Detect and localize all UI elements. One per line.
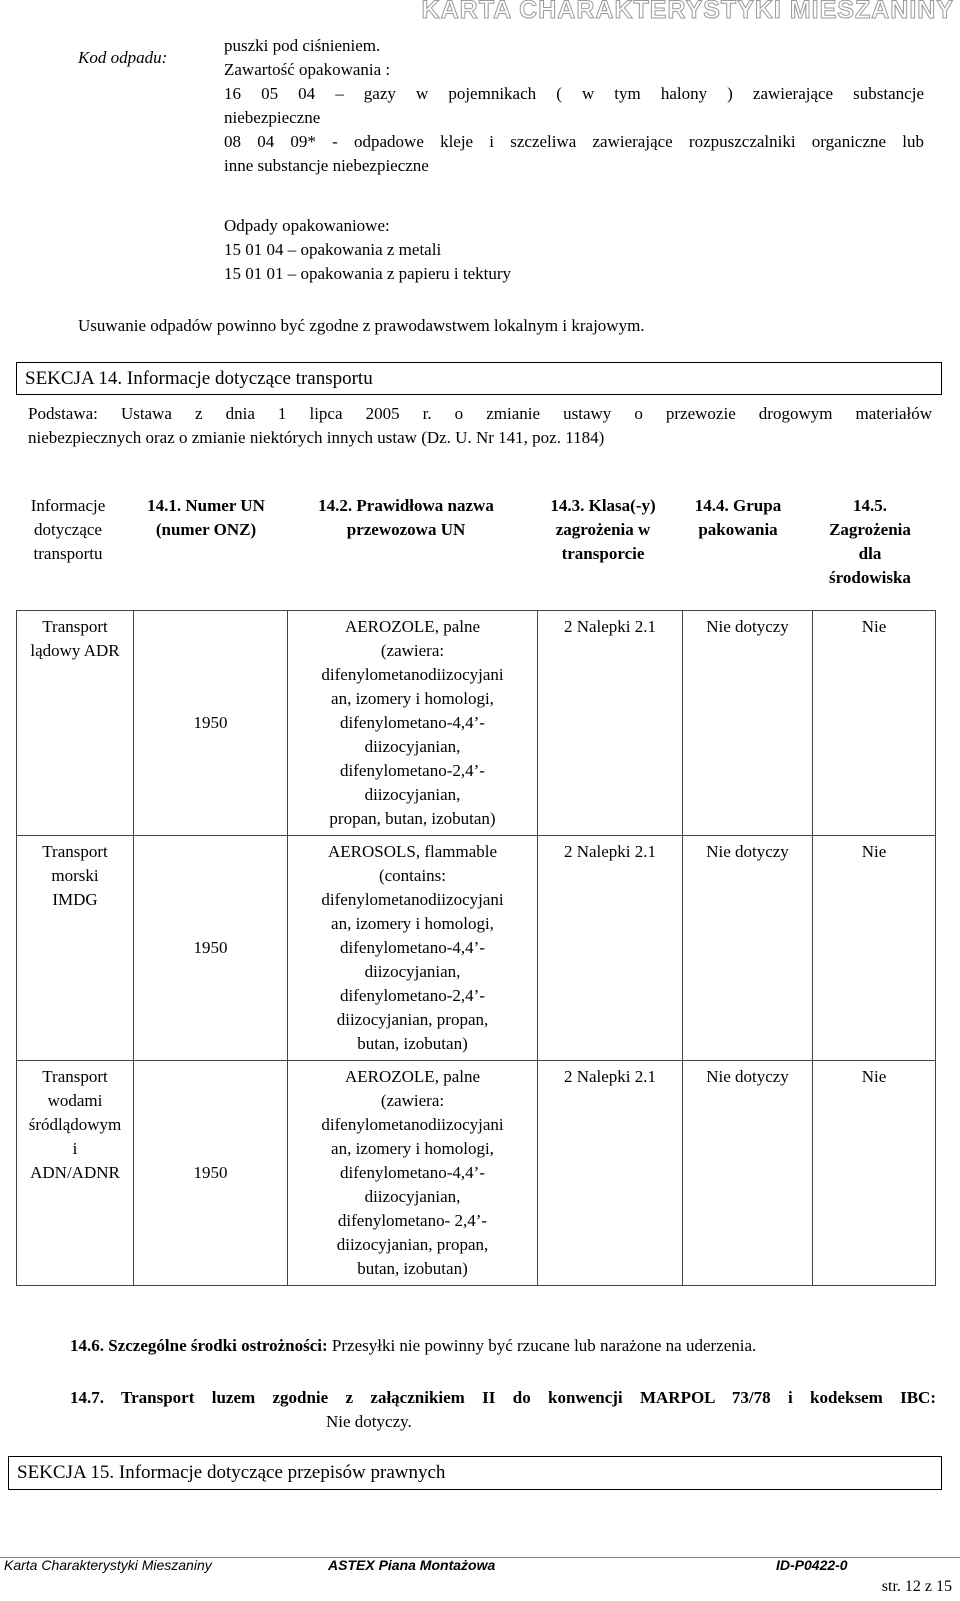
header-transport-info bbox=[16, 494, 120, 566]
shipping-name-line: butan, izobutan) bbox=[357, 1034, 468, 1053]
transport-mode-line: śródlądowym bbox=[28, 1115, 122, 1134]
footer-document-title: Karta Charakterystyki Mieszaniny bbox=[4, 1557, 212, 1573]
footer-product-name: ASTEX Piana Montażowa bbox=[328, 1557, 496, 1573]
shipping-name-line: difenylometanodiizocyjani bbox=[321, 1115, 504, 1134]
shipping-name-line: diizocyjanian, bbox=[364, 1187, 461, 1206]
hazard-class-cell: 2 Nalepki 2.1 bbox=[538, 611, 683, 836]
transport-mode-line: Transport bbox=[42, 1067, 108, 1086]
header-packing-group bbox=[678, 494, 798, 542]
transport-row bbox=[17, 611, 936, 836]
transport-mode-line: Transport bbox=[42, 617, 108, 636]
transport-mode-line: Transport bbox=[42, 842, 108, 861]
shipping-name-line: diizocyjanian, bbox=[364, 962, 461, 981]
shipping-name-line: difenylometano- 2,4’- bbox=[337, 1211, 488, 1230]
shipping-name-line: diizocyjanian, bbox=[364, 737, 461, 756]
legal-basis-line: niebezpiecznych oraz o zmianie niektórych innych ustaw (Dz. U. Nr 141, poz. 1184) bbox=[28, 428, 605, 447]
shipping-name-line: diizocyjanian, propan, bbox=[336, 1010, 489, 1029]
header-line: dla bbox=[858, 544, 882, 563]
shipping-name-line: difenylometano-4,4’- bbox=[340, 1163, 485, 1182]
shipping-name-cell bbox=[288, 1061, 538, 1286]
header-line: 14.2. Prawidłowa nazwa bbox=[318, 496, 494, 515]
environment-hazard-cell: Nie bbox=[813, 1061, 936, 1286]
packing-group-cell: Nie dotyczy bbox=[683, 611, 813, 836]
shipping-name-line: an, izomery i homologi, bbox=[331, 689, 494, 708]
transport-mode-cell bbox=[17, 611, 134, 836]
un-number-cell: 1950 bbox=[134, 611, 288, 836]
transport-mode-line: ADN/ADNR bbox=[30, 1163, 120, 1182]
section-14-title: SEKCJA 14. Informacje dotyczące transportu bbox=[25, 368, 373, 389]
header-hazard-class bbox=[528, 494, 678, 566]
shipping-name-line: diizocyjanian, propan, bbox=[336, 1235, 489, 1254]
transport-mode-line: morski bbox=[51, 866, 99, 885]
waste-line: inne substancje niebezpieczne bbox=[224, 156, 429, 175]
waste-line: 08 04 09* - odpadowe kleje i szczeliwa zawierające rozpuszczalniki organiczne lub bbox=[224, 132, 924, 151]
header-line: transporcie bbox=[561, 544, 645, 563]
header-line: (numer ONZ) bbox=[155, 520, 257, 539]
transport-table bbox=[16, 610, 936, 1286]
shipping-name-line: (zawiera: bbox=[380, 1091, 445, 1110]
transport-row bbox=[17, 836, 936, 1061]
header-line: zagrożenia w bbox=[555, 520, 651, 539]
shipping-name-line: difenylometano-4,4’- bbox=[340, 938, 485, 957]
transport-mode-line: lądowy ADR bbox=[30, 641, 120, 660]
environment-hazard-cell: Nie bbox=[813, 611, 936, 836]
legal-basis-line: Podstawa: Ustawa z dnia 1 lipca 2005 r. o zmianie ustawy o przewozie drogowym materiałów bbox=[28, 404, 932, 423]
shipping-name-line: (contains: bbox=[378, 866, 447, 885]
special-precautions bbox=[70, 1334, 756, 1358]
transport-mode-cell bbox=[17, 1061, 134, 1286]
waste-line: niebezpieczne bbox=[224, 108, 321, 127]
shipping-name-line: AEROZOLE, palne bbox=[344, 1067, 481, 1086]
packaging-item: 15 01 04 – opakowania z metali bbox=[224, 240, 442, 259]
section-14-heading bbox=[16, 362, 942, 395]
header-line: 14.5. bbox=[853, 496, 887, 515]
transport-row bbox=[17, 1061, 936, 1286]
header-un-number bbox=[136, 494, 276, 542]
header-line: 14.3. Klasa(-y) bbox=[550, 496, 656, 515]
section-15-title: SEKCJA 15. Informacje dotyczące przepisów prawnych bbox=[17, 1462, 446, 1483]
header-environment bbox=[810, 494, 930, 590]
disposal-note: Usuwanie odpadów powinno być zgodne z prawodawstwem lokalnym i krajowym. bbox=[78, 316, 645, 335]
waste-line: 16 05 04 – gazy w pojemnikach ( w tym halony ) zawierające substancje bbox=[224, 84, 924, 103]
bulk-transport-label: 14.7. Transport luzem zgodnie z załącznikiem II do konwencji MARPOL 73/78 i kodeksem IBC: bbox=[70, 1388, 936, 1407]
hazard-class-cell: 2 Nalepki 2.1 bbox=[538, 1061, 683, 1286]
section-15-heading bbox=[8, 1456, 942, 1490]
shipping-name-line: difenylometano-4,4’- bbox=[340, 713, 485, 732]
special-precautions-text: Przesyłki nie powinny być rzucane lub narażone na uderzenia. bbox=[327, 1336, 757, 1355]
transport-mode-line: i bbox=[72, 1139, 78, 1158]
bulk-transport-text: Nie dotyczy. bbox=[326, 1412, 412, 1431]
header-line: przewozowa UN bbox=[346, 520, 466, 539]
waste-line: Zawartość opakowania : bbox=[224, 60, 391, 79]
shipping-name-line: difenylometanodiizocyjani bbox=[321, 665, 504, 684]
header-line: środowiska bbox=[829, 568, 911, 587]
header-line: dotyczące bbox=[34, 520, 102, 539]
shipping-name-line: propan, butan, izobutan) bbox=[329, 809, 496, 828]
header-line: pakowania bbox=[698, 520, 778, 539]
shipping-name-line: butan, izobutan) bbox=[357, 1259, 468, 1278]
packing-group-cell: Nie dotyczy bbox=[683, 1061, 813, 1286]
packaging-waste bbox=[224, 214, 511, 286]
shipping-name-line: difenylometanodiizocyjani bbox=[321, 890, 504, 909]
legal-basis bbox=[28, 402, 932, 450]
shipping-name-line: (zawiera: bbox=[380, 641, 445, 660]
header-line: Zagrożenia bbox=[829, 520, 911, 539]
waste-code-block bbox=[224, 34, 924, 178]
packaging-item: 15 01 01 – opakowania z papieru i tektury bbox=[224, 264, 512, 283]
footer-document-id: ID-P0422-0 bbox=[776, 1557, 848, 1573]
header-line: Informacje bbox=[30, 496, 106, 515]
transport-mode-cell bbox=[17, 836, 134, 1061]
special-precautions-label: 14.6. Szczególne środki ostrożności: bbox=[70, 1336, 328, 1355]
waste-line: puszki pod ciśnieniem. bbox=[224, 36, 381, 55]
hazard-class-cell: 2 Nalepki 2.1 bbox=[538, 836, 683, 1061]
shipping-name-cell bbox=[288, 611, 538, 836]
packing-group-cell: Nie dotyczy bbox=[683, 836, 813, 1061]
un-number-cell: 1950 bbox=[134, 1061, 288, 1286]
packaging-title: Odpady opakowaniowe: bbox=[224, 216, 390, 235]
shipping-name-line: difenylometano-2,4’- bbox=[340, 986, 485, 1005]
shipping-name-line: diizocyjanian, bbox=[364, 785, 461, 804]
header-line: 14.4. Grupa bbox=[694, 496, 782, 515]
un-number-cell: 1950 bbox=[134, 836, 288, 1061]
header-line: transportu bbox=[33, 544, 103, 563]
waste-code-label: Kod odpadu: bbox=[78, 48, 168, 67]
shipping-name-line: an, izomery i homologi, bbox=[331, 1139, 494, 1158]
environment-hazard-cell: Nie bbox=[813, 836, 936, 1061]
page-number: str. 12 z 15 bbox=[881, 1578, 952, 1595]
shipping-name-line: AEROZOLE, palne bbox=[344, 617, 481, 636]
shipping-name-line: difenylometano-2,4’- bbox=[340, 761, 485, 780]
header-banner: KARTA CHARAKTERYSTYKI MIESZANINY bbox=[421, 0, 954, 24]
header-shipping-name bbox=[286, 494, 526, 542]
shipping-name-cell bbox=[288, 836, 538, 1061]
header-line: 14.1. Numer UN bbox=[147, 496, 265, 515]
transport-mode-line: wodami bbox=[47, 1091, 103, 1110]
shipping-name-line: an, izomery i homologi, bbox=[331, 914, 494, 933]
shipping-name-line: AEROSOLS, flammable bbox=[327, 842, 498, 861]
bulk-transport bbox=[70, 1386, 936, 1434]
transport-mode-line: IMDG bbox=[52, 890, 98, 909]
